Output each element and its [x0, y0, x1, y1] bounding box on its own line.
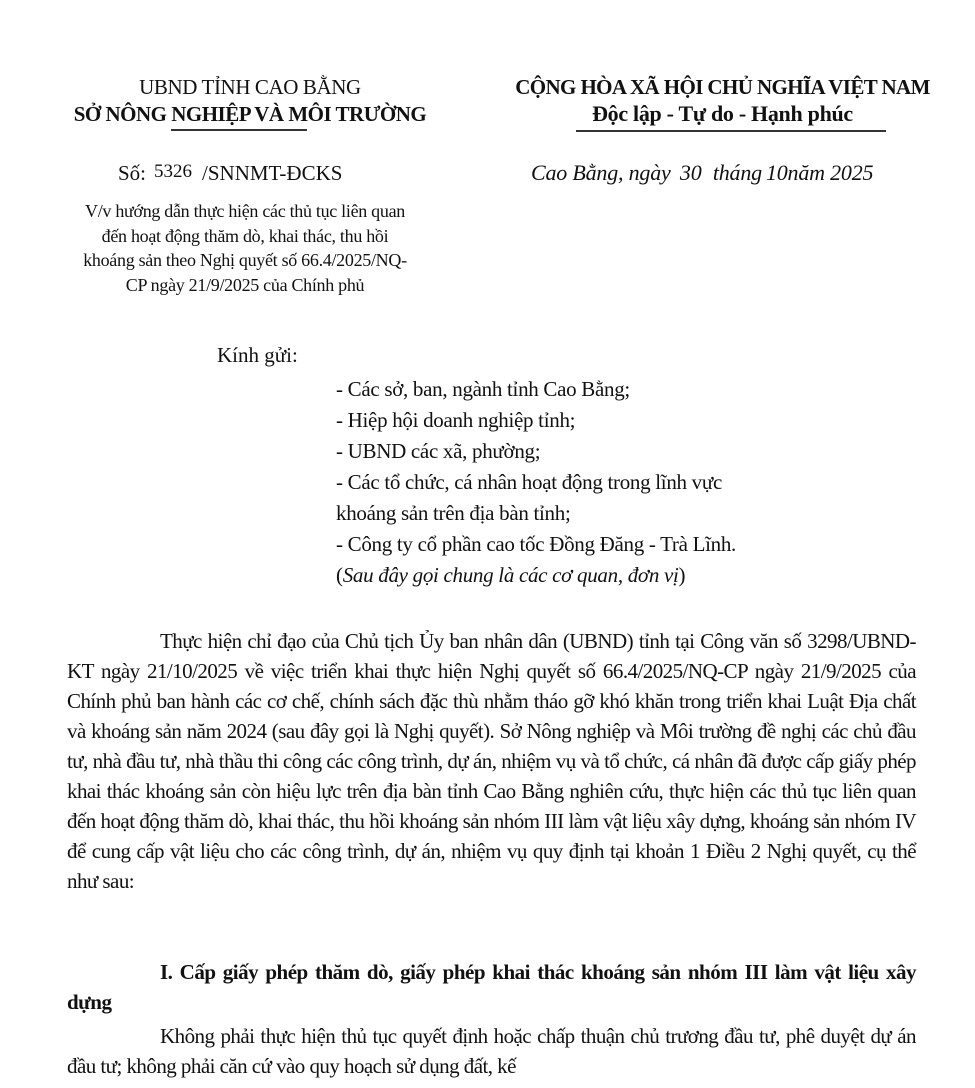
provincial-authority: UBND TỈNH CAO BẰNG [139, 75, 361, 99]
authority-underline [171, 129, 307, 131]
body-paragraph-2: Không phải thực hiện thủ tục quyết định hoặc chấp thuận chủ trương đầu tư, phê duyệt dự án đầu tư; không phải căn cứ vào quy hoạch sử dụng đất, kế [67, 1024, 916, 1078]
note-paren-close: ) [678, 563, 686, 587]
recipients-label: Kính gửi: [217, 343, 298, 367]
issuing-authority-block [40, 74, 460, 128]
recipient-item: - Công ty cổ phần cao tốc Đồng Đăng - Trà Lĩnh. [336, 532, 737, 556]
recipient-item: - Các tổ chức, cá nhân hoạt động trong lĩnh vực [336, 470, 722, 494]
recipients-list [336, 374, 896, 591]
subject-line: CP ngày 21/9/2025 của Chính phủ [125, 274, 365, 295]
date-place: Cao Bằng, ngày [531, 160, 671, 185]
document-date [531, 160, 873, 186]
date-month: 10 [765, 160, 788, 185]
document-number-value: 5326 [154, 161, 193, 182]
recipient-item: - UBND các xã, phường; [336, 439, 541, 463]
subject-line: V/v hướng dẫn thực hiện các thủ tục liên quan [85, 201, 405, 221]
motto-underline [576, 130, 886, 132]
document-number-prefix: Số: [118, 161, 147, 185]
date-day: 30 [679, 160, 702, 185]
document-number [118, 160, 342, 188]
recipient-item: khoáng sản trên địa bàn tỉnh; [336, 501, 571, 525]
national-title-block [470, 74, 975, 128]
national-motto: Độc lập - Tự do - Hạnh phúc [592, 101, 853, 126]
note-text: Sau đây gọi chung là các cơ quan, đơn vị [342, 563, 679, 587]
department-name: SỞ NÔNG NGHIỆP VÀ MÔI TRƯỜNG [73, 102, 427, 126]
subject-line: đến hoạt động thăm dò, khai thác, thu hồi [101, 225, 389, 246]
subject-line: khoáng sản theo Nghị quyết số 66.4/2025/NQ- [83, 250, 407, 270]
document-number-suffix: /SNNMT-ĐCKS [202, 161, 343, 185]
national-title: CỘNG HÒA XÃ HỘI CHỦ NGHĨA VIỆT NAM [515, 75, 930, 99]
date-month-label: tháng [712, 160, 762, 185]
recipient-item: - Các sở, ban, ngành tỉnh Cao Bằng; [336, 377, 630, 401]
date-year: năm 2025 [787, 160, 874, 185]
section-1-heading: I. Cấp giấy phép thăm dò, giấy phép khai thác khoáng sản nhóm III làm vật liệu xây dựng [67, 960, 916, 1014]
recipients-note [336, 560, 896, 591]
document-subject [30, 199, 460, 297]
body-paragraph-1: Thực hiện chỉ đạo của Chủ tịch Ủy ban nhân dân (UBND) tỉnh tại Công văn số 3298/UBND-KT ngày 21/10/2025 về việc triển khai thực hiện Nghị quyết số 66.4/2025/NQ-CP ngày 21/9/2025 của Chính phủ ban hành các cơ chế, chính sách đặc thù nhằm tháo gỡ khó khăn trong triển khai Luật Địa chất và khoáng sản năm 2024 (sau đây gọi là Nghị quyết). Sở Nông nghiệp và Môi trường đề nghị các chủ đầu tư, nhà đầu tư, nhà thầu thi công các công trình, dự án, nhiệm vụ và tổ chức, cá nhân đã được cấp giấy phép khai thác khoáng sản còn hiệu lực trên địa bàn tỉnh Cao Bằng nghiên cứu, thực hiện các thủ tục liên quan đến hoạt động thăm dò, khai thác, thu hồi khoáng sản nhóm III làm vật liệu xây dựng, khoáng sản nhóm IV để cung cấp vật liệu cho các công trình, dự án, nhiệm vụ quy định tại khoản 1 Điều 2 Nghị quyết, cụ thể như sau: [67, 629, 916, 893]
recipient-item: - Hiệp hội doanh nghiệp tỉnh; [336, 408, 576, 432]
note-paren-open: ( [336, 563, 343, 587]
